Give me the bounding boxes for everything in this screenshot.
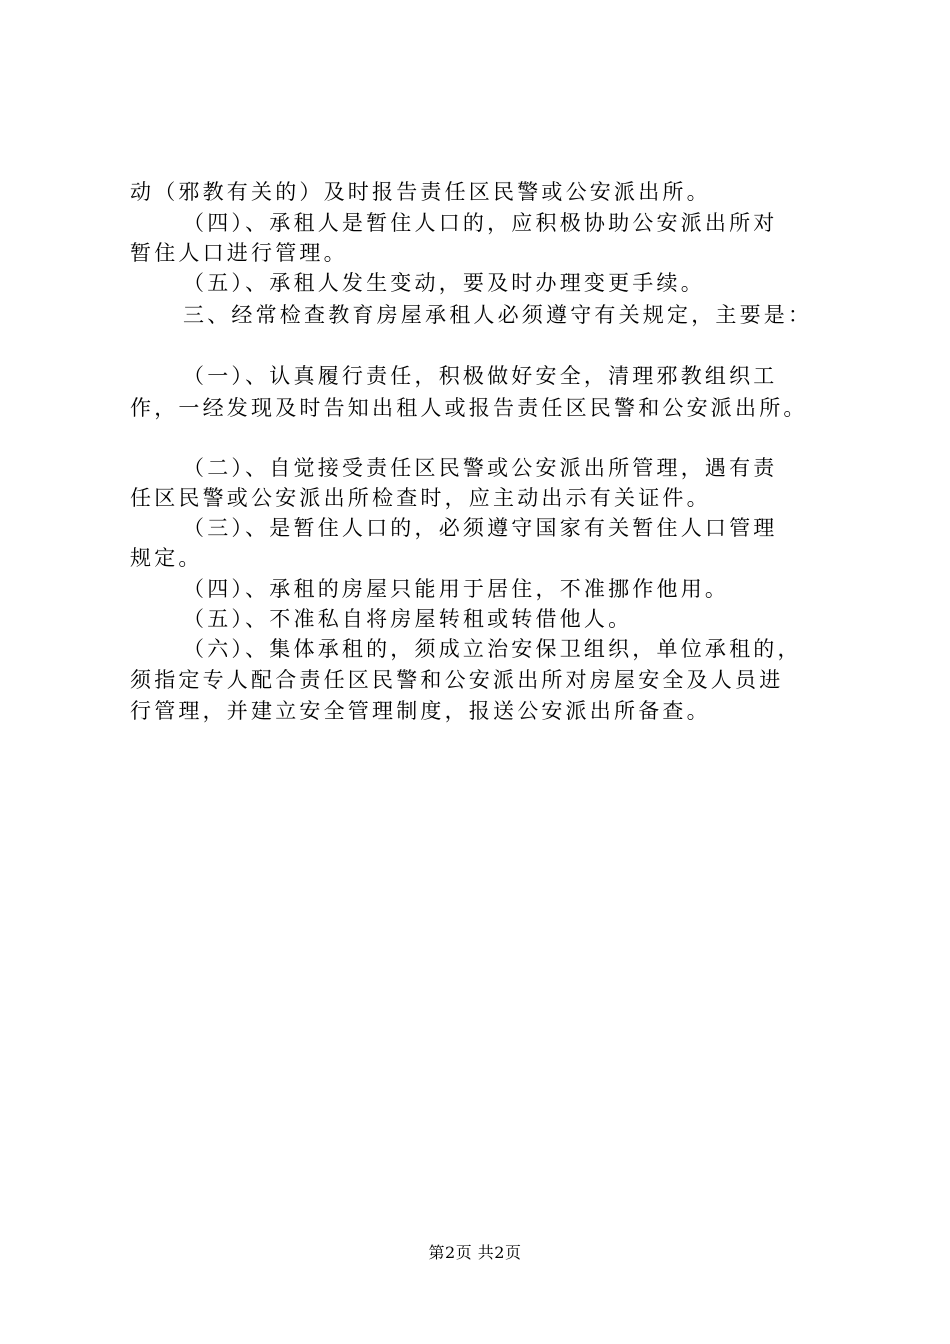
text-line: 行管理，并建立安全管理制度，报送公安派出所备查。 [130, 699, 711, 723]
text-line: （五）、不准私自将房屋转租或转借他人。 [183, 607, 633, 631]
text-line: （五）、承租人发生变动，要及时办理变更手续。 [183, 271, 705, 295]
text-line: （一）、认真履行责任，积极做好安全，清理邪教组织工 [183, 364, 778, 388]
text-line: 暂住人口进行管理。 [130, 241, 348, 265]
section-heading: 三、经常检查教育房屋承租人必须遵守有关规定，主要是： [183, 303, 813, 327]
text-line: （四）、承租人是暂住人口的，应积极协助公安派出所对 [183, 211, 778, 235]
text-line: （三）、是暂住人口的，必须遵守国家有关暂住人口管理 [183, 516, 778, 540]
text-line: 须指定专人配合责任区民警和公安派出所对房屋安全及人员进 [130, 668, 784, 692]
text-line: （四）、承租的房屋只能用于居住，不准挪作他用。 [183, 577, 730, 601]
text-line: （二）、自觉接受责任区民警或公安派出所管理，遇有责 [183, 456, 778, 480]
text-line: 任区民警或公安派出所检查时，应主动出示有关证件。 [130, 486, 711, 510]
text-line: 动（邪教有关的）及时报告责任区民警或公安派出所。 [130, 180, 711, 204]
text-line: 规定。 [130, 546, 203, 570]
page-number-footer: 第2页 共2页 [428, 1243, 522, 1262]
text-line: （六）、集体承租的，须成立治安保卫组织，单位承租的， [183, 637, 802, 661]
text-line: 作，一经发现及时告知出租人或报告责任区民警和公安派出所。 [130, 396, 808, 420]
